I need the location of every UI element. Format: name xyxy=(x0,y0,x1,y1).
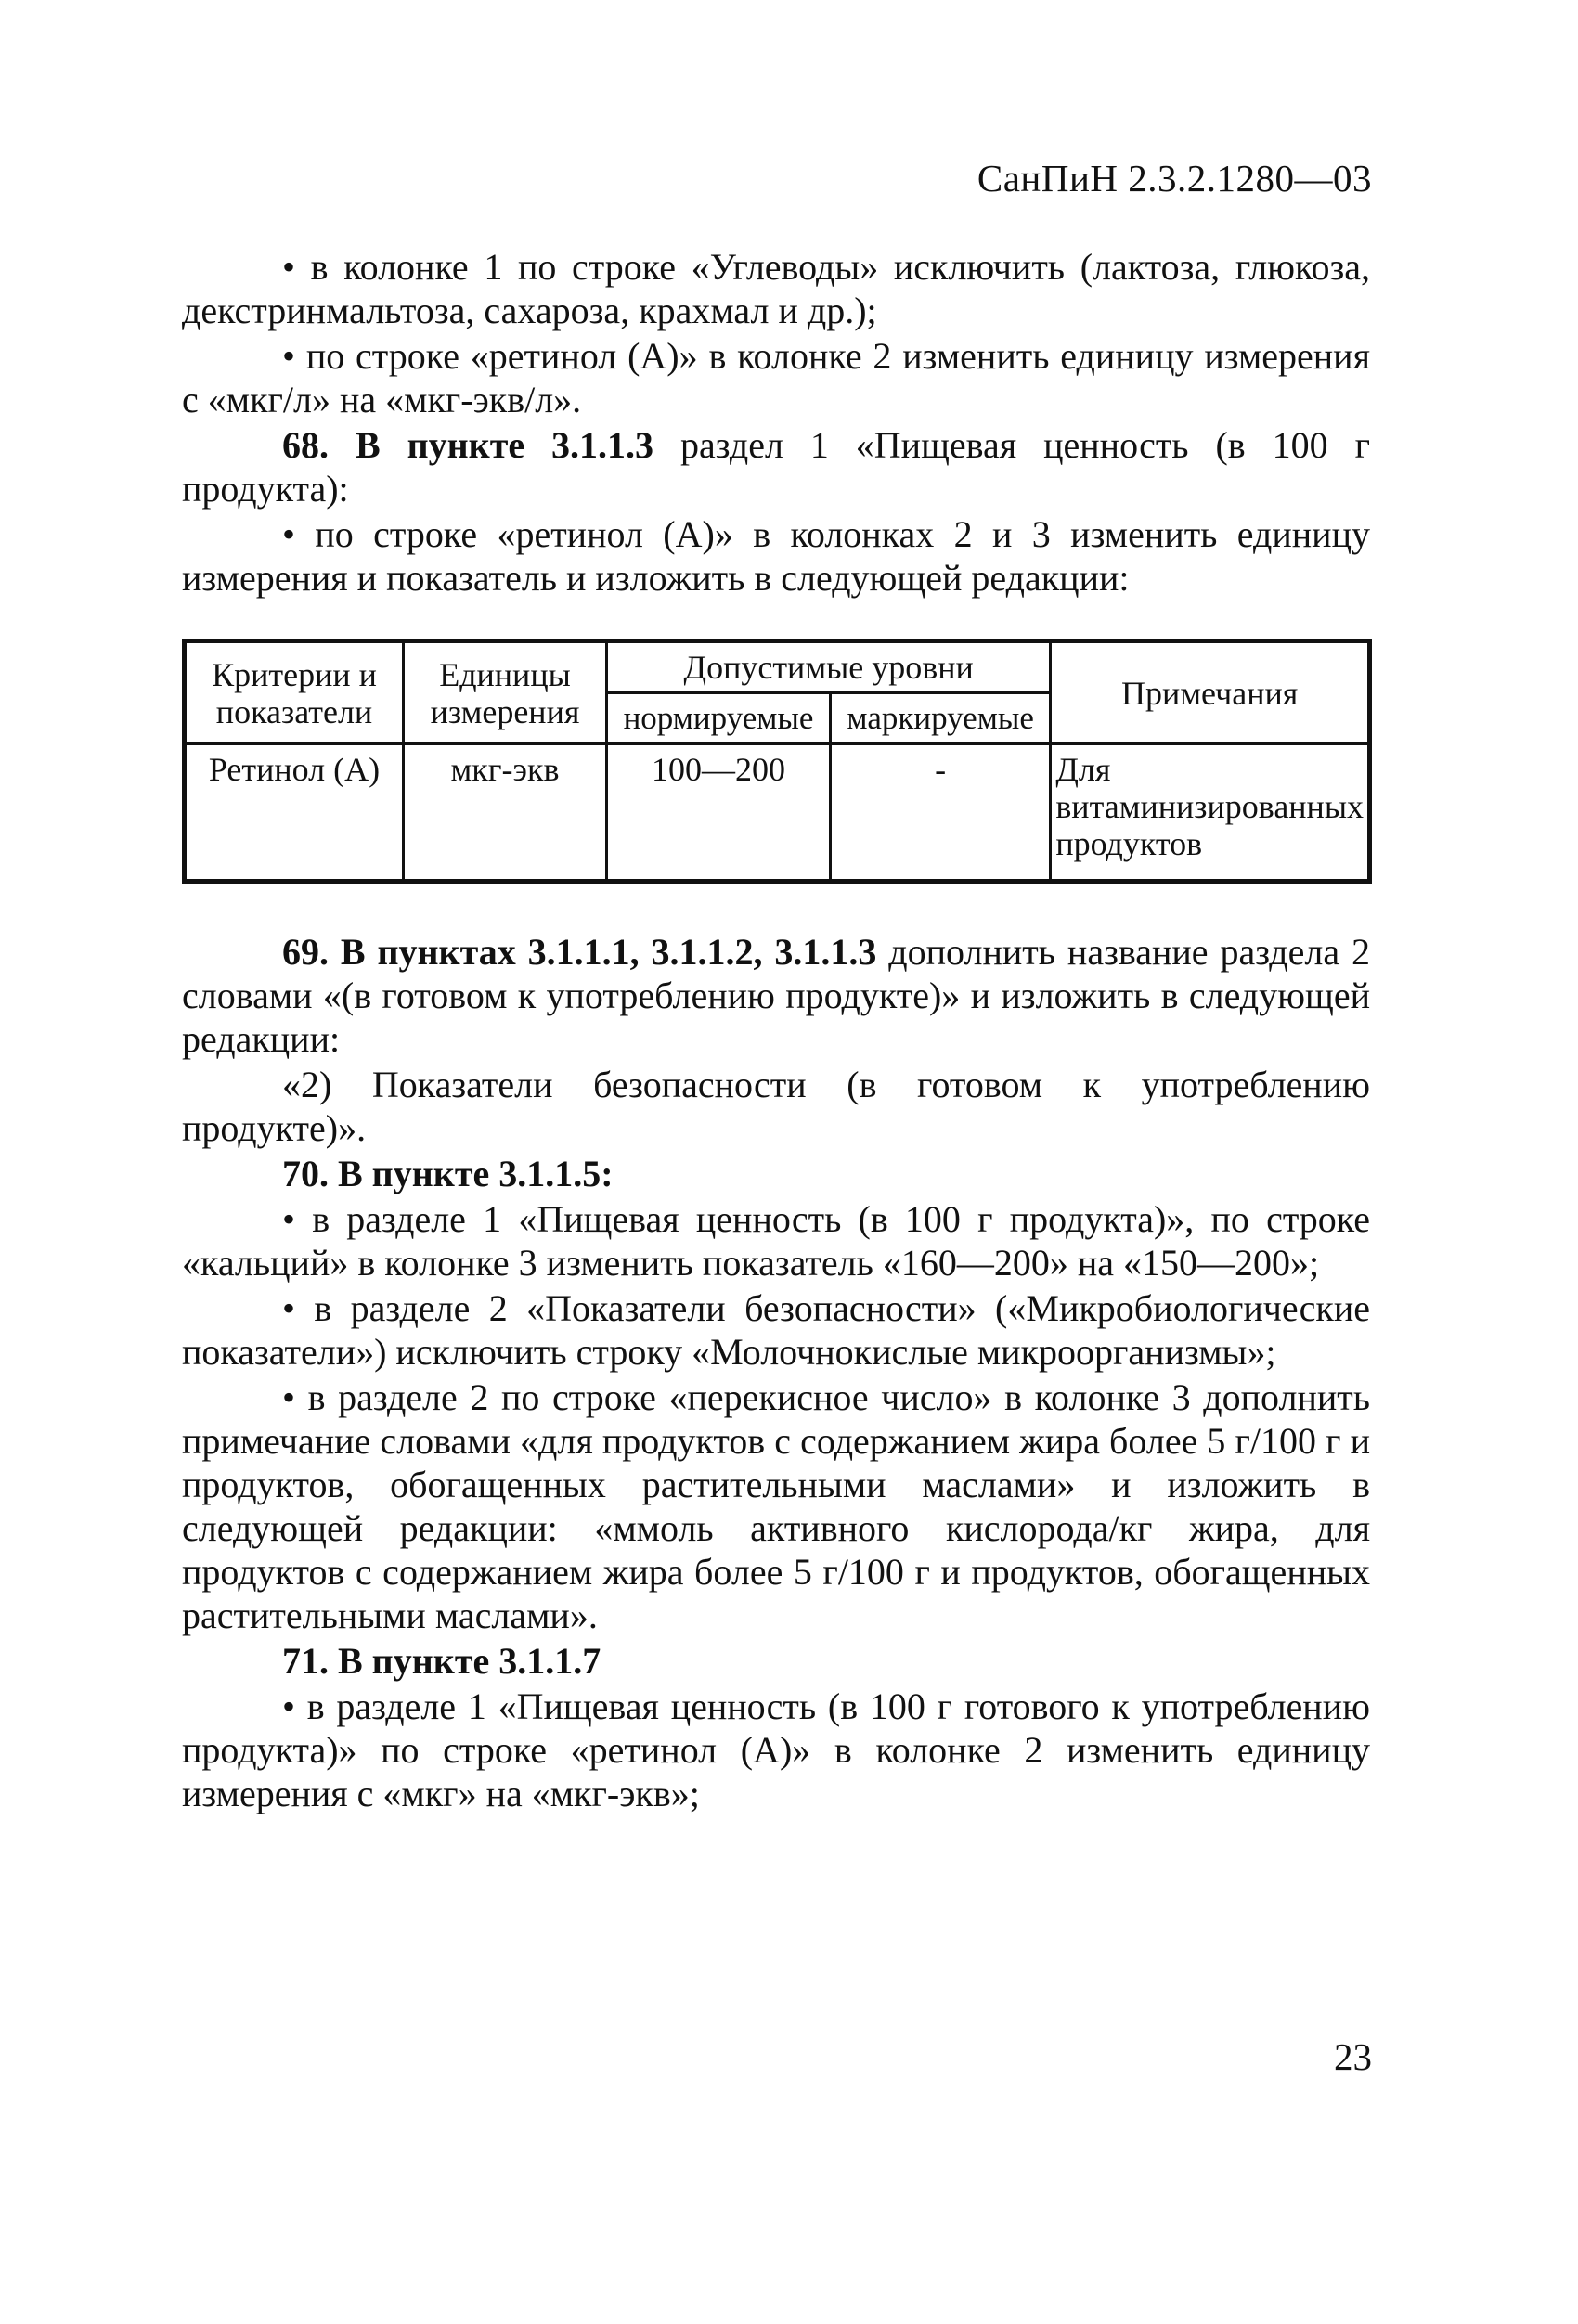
bullet-retinol-units: • по строке «ретинол (А)» в колонке 2 изменить единицу измерения с «мкг/л» на «мкг-экв/л». xyxy=(182,335,1370,420)
cell-units: мкг-экв xyxy=(404,744,607,882)
col-levels-header: Допустимые уровни xyxy=(607,641,1051,693)
item-71-heading-line xyxy=(182,1639,1370,1683)
item-70-heading: 70. В пункте 3.1.1.5: xyxy=(282,1153,614,1194)
item-68-heading: 68. В пункте 3.1.1.3 xyxy=(282,424,654,466)
item-68-text: раздел 1 «Пищевая ценность (в 100 г продукта): xyxy=(182,424,1370,510)
col-notes-header: Примечания xyxy=(1051,641,1370,744)
document-body xyxy=(182,245,1370,1815)
col-criteria-header: Критерии и показатели xyxy=(185,641,404,744)
col-units-header: Единицы измерения xyxy=(404,641,607,744)
cell-marked: - xyxy=(831,744,1051,882)
item-71-heading: 71. В пункте 3.1.1.7 xyxy=(282,1640,601,1682)
item-69-heading: 69. В пунктах 3.1.1.1, 3.1.1.2, 3.1.1.3 xyxy=(282,931,877,973)
item-69-text: дополнить название раздела 2 словами «(в готовом к употреблению продукте)» и изложить в следующей редакции: xyxy=(182,931,1370,1060)
cell-notes: Для витаминизированных продуктов xyxy=(1051,744,1370,882)
table-row xyxy=(185,744,1370,882)
item-70-bullet-calcium: • в разделе 1 «Пищевая ценность (в 100 г продукта)», по строке «кальций» в колонке 3 изменить показатель «160—200» на «150—200»; xyxy=(182,1198,1370,1284)
item-71-bullet-retinol: • в разделе 1 «Пищевая ценность (в 100 г готового к употреблению продукта)» по строке «ретинол (А)» в колонке 2 изменить единицу измерения с «мкг» на «мкг-экв»; xyxy=(182,1685,1370,1814)
item-70-bullet-microbiology: • в разделе 2 «Показатели безопасности» («Микробиологические показатели») исключить строку «Молочнокислые микроорганизмы»; xyxy=(182,1287,1370,1373)
cell-criteria: Ретинол (А) xyxy=(185,744,404,882)
col-normed-header: нормируемые xyxy=(607,693,831,744)
retinol-table xyxy=(182,639,1372,884)
item-69 xyxy=(182,930,1370,1061)
item-68-bullet: • по строке «ретинол (А)» в колонках 2 и 3 изменить единицу измерения и показатель и изложить в следующей редакции: xyxy=(182,513,1370,599)
item-70-heading-line xyxy=(182,1152,1370,1195)
item-70-bullet-peroxide: • в разделе 2 по строке «перекисное число» в колонке 3 дополнить примечание словами «для продуктов с содержанием жира более 5 г/100 г и продуктов, обогащенных растительными маслами» и изложить в следующей редакции: «ммоль активного кислорода/кг жира, для продуктов с содержанием жира более 5 г/100 г и продуктов, обогащенных растительными маслами». xyxy=(182,1376,1370,1636)
col-marked-header: маркируемые xyxy=(831,693,1051,744)
item-69-quote: «2) Показатели безопасности (в готовом к употреблению продукте)». xyxy=(182,1064,1370,1149)
page-number: 23 xyxy=(1334,2035,1372,2078)
item-68 xyxy=(182,423,1370,510)
cell-normed: 100—200 xyxy=(607,744,831,882)
bullet-carbohydrates: • в колонке 1 по строке «Углеводы» исключить (лактоза, глюкоза, декстринмальтоза, сахароза, крахмал и др.); xyxy=(182,246,1370,331)
document-code-header: СанПиН 2.3.2.1280—03 xyxy=(977,157,1372,200)
